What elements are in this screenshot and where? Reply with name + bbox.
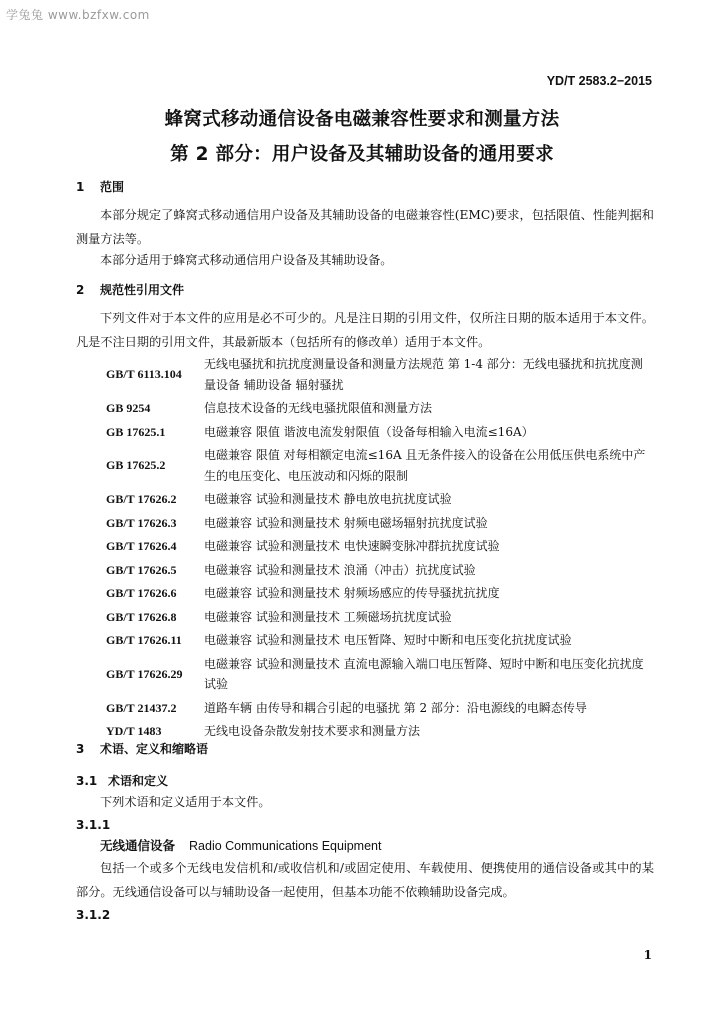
term-chinese: 无线通信设备 (100, 838, 176, 853)
reference-item (106, 398, 654, 419)
reference-item (106, 489, 654, 510)
section-number: 3.1.1 (76, 818, 111, 832)
reference-code: GB 9254 (106, 401, 151, 415)
reference-code: GB/T 17626.5 (106, 562, 177, 577)
reference-item (106, 536, 654, 557)
reference-title: 信息技术设备的无线电骚扰限值和测量方法 (204, 401, 433, 415)
reference-title: 电磁兼容 限值 对每相额定电流≤16A 且无条件接入的设备在公用低压供电系统中产生的电压变化、电压波动和闪烁的限制 (204, 448, 646, 483)
reference-title: 电磁兼容 试验和测量技术 射频电磁场辐射抗扰度试验 (204, 515, 488, 530)
reference-code: GB/T 17626.11 (106, 633, 182, 647)
references-intro: 下列文件对于本文件的应用是必不可少的。凡是注日期的引用文件，仅所注日期的版本适用于本文件。凡是不注日期的引用文件，其最新版本（包括所有的修改单）适用于本文件。 (76, 311, 654, 349)
reference-code: GB/T 17626.3 (106, 515, 177, 530)
reference-item (106, 721, 654, 742)
term-entry (100, 836, 381, 854)
reference-code: GB/T 17626.29 (106, 666, 183, 681)
reference-title: 道路车辆 由传导和耦合引起的电骚扰 第 2 部分：沿电源线的电瞬态传导 (204, 700, 587, 715)
reference-item (106, 630, 654, 651)
scope-paragraph-2: 本部分适用于蜂窝式移动通信用户设备及其辅助设备。 (100, 253, 393, 267)
reference-title: 电磁兼容 试验和测量技术 工频磁场抗扰度试验 (204, 609, 452, 624)
reference-title: 电磁兼容 试验和测量技术 直流电源输入端口电压暂降、短时中断和电压变化抗扰度试验 (204, 656, 644, 691)
definitions-intro: 下列术语和定义适用于本文件。 (100, 795, 271, 809)
section-number: 3 (76, 742, 85, 756)
reference-item (106, 583, 654, 604)
section-title: 术语、定义和缩略语 (100, 742, 209, 756)
reference-title: 无线电设备杂散发射技术要求和测量方法 (204, 724, 421, 738)
section-number: 3.1 (76, 774, 98, 788)
scope-paragraph-1: 本部分规定了蜂窝式移动通信用户设备及其辅助设备的电磁兼容性(EMC)要求，包括限值、性能判据和测量方法等。 (76, 208, 654, 246)
reference-code: GB 17625.2 (106, 458, 166, 473)
term-definition: 包括一个或多个无线电发信机和/或收信机和/或固定使用、车载使用、便携使用的通信设备或其中的某部分。无线通信设备可以与辅助设备一起使用，但基本功能不依赖辅助设备完成。 (76, 861, 654, 899)
reference-title: 电磁兼容 限值 谐波电流发射限值（设备每相输入电流≤16A） (204, 424, 534, 439)
section-number: 2 (76, 283, 85, 297)
section-heading-3 (76, 740, 208, 757)
reference-code: YD/T 1483 (106, 724, 162, 738)
section-title: 规范性引用文件 (100, 283, 185, 297)
reference-title: 电磁兼容 试验和测量技术 电快速瞬变脉冲群抗扰度试验 (204, 539, 500, 553)
page-number: 1 (643, 948, 652, 962)
reference-title: 电磁兼容 试验和测量技术 射频场感应的传导骚扰抗扰度 (204, 586, 500, 600)
reference-title: 电磁兼容 试验和测量技术 浪涌（冲击）抗扰度试验 (204, 562, 476, 577)
reference-code: GB/T 17626.4 (106, 539, 177, 553)
reference-code: GB 17625.1 (106, 424, 166, 439)
reference-item (106, 513, 654, 534)
section-title: 范围 (100, 180, 125, 194)
reference-title: 无线电骚扰和抗扰度测量设备和测量方法规范 第 1-4 部分：无线电骚扰和抗扰度测量设备 辅助设备 辐射骚扰 (204, 357, 643, 392)
document-title: 蜂窝式移动通信设备电磁兼容性要求和测量方法 (164, 109, 560, 130)
section-title: 术语和定义 (108, 774, 169, 788)
section-heading-1 (76, 178, 124, 195)
reference-item (106, 445, 654, 486)
section-heading-3-1-2 (76, 908, 111, 922)
reference-code: GB/T 6113.104 (106, 367, 182, 382)
reference-item (106, 560, 654, 581)
reference-item (106, 654, 654, 695)
watermark: 学兔兔 www.bzfxw.com (6, 8, 150, 22)
reference-item (106, 354, 654, 395)
section-heading-3-1-1 (76, 818, 111, 832)
reference-code: GB/T 21437.2 (106, 700, 177, 715)
reference-title: 电磁兼容 试验和测量技术 静电放电抗扰度试验 (204, 492, 452, 506)
reference-code: GB/T 17626.8 (106, 609, 177, 624)
term-english: Radio Communications Equipment (189, 839, 382, 853)
document-code: YD/T 2583.2−2015 (546, 74, 652, 88)
reference-list (106, 354, 654, 745)
section-heading-2 (76, 281, 184, 298)
reference-title: 电磁兼容 试验和测量技术 电压暂降、短时中断和电压变化抗扰度试验 (204, 633, 572, 647)
section-number: 3.1.2 (76, 908, 111, 922)
section-number: 1 (76, 180, 85, 194)
reference-code: GB/T 17626.6 (106, 586, 177, 600)
reference-item (106, 698, 654, 719)
reference-code: GB/T 17626.2 (106, 492, 177, 506)
reference-item (106, 422, 654, 443)
document-subtitle: 第 2 部分：用户设备及其辅助设备的通用要求 (170, 144, 554, 165)
reference-item (106, 607, 654, 628)
section-heading-3-1 (76, 772, 168, 789)
